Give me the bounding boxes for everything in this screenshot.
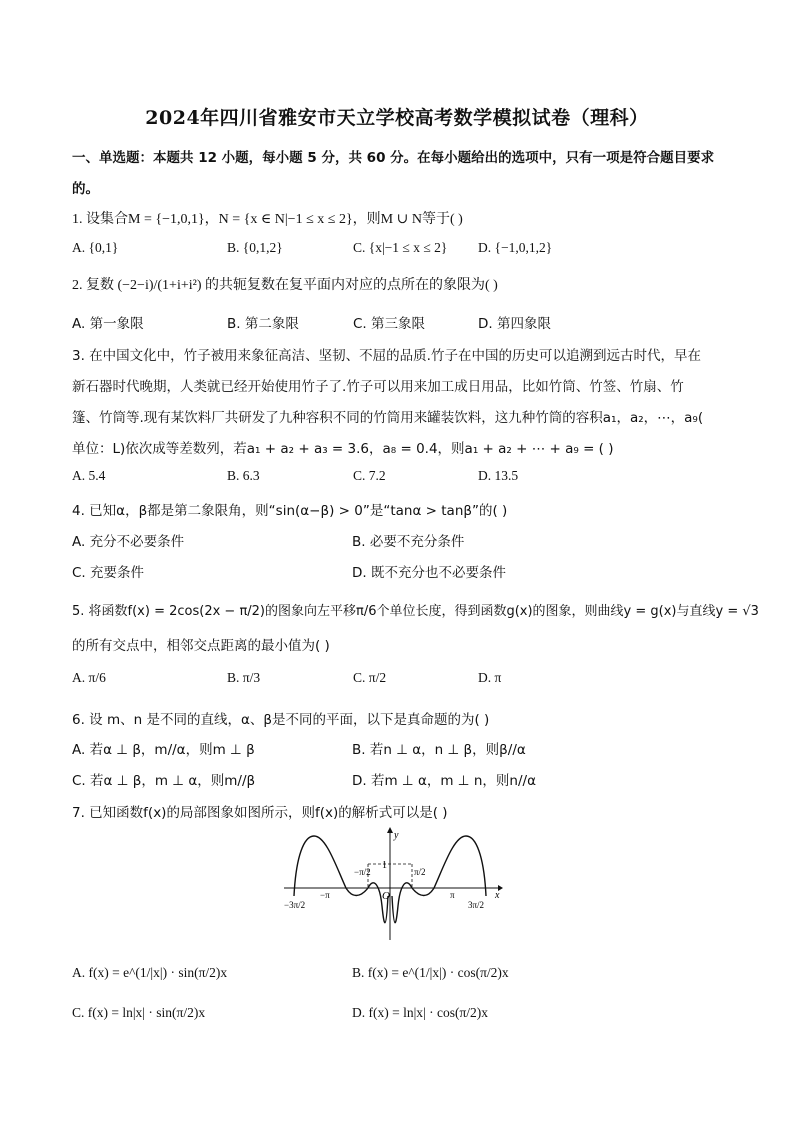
q5-option-d: D. π (478, 670, 502, 685)
question-1-stem: 1. 设集合M = {−1,0,1}，N = {x ∈ N|−1 ≤ x ≤ 2}，则M ∪ N等于( ) (72, 212, 463, 227)
q4-option-a: A. 充分不必要条件 (72, 534, 185, 550)
q1-option-d: D. {−1,0,1,2} (478, 240, 553, 255)
q5-option-c: C. π/2 (353, 670, 387, 685)
question-5-line1: 5. 将函数f(x) = 2cos(2x − π/2)的图象向左平移π/6个单位长度，得到函数g(x)的图象，则曲线y = g(x)与直线y = √3 (72, 604, 759, 619)
x-axis-label: x (495, 890, 500, 901)
q6-option-b: B. 若n ⊥ α，n ⊥ β，则β//α (352, 742, 526, 758)
q3-option-b: B. 6.3 (227, 468, 260, 483)
q6-option-c: C. 若α ⊥ β，m ⊥ α，则m//β (72, 773, 256, 789)
question-3-line4: 单位：L)依次成等差数列，若a₁ + a₂ + a₃ = 3.6，a₈ = 0.4，则a₁ + a₂ + ⋯ + a₉ = ( ) (72, 441, 614, 457)
q4-option-c: C. 充要条件 (72, 565, 145, 581)
tick-label-pi: π (450, 890, 455, 900)
question-2-stem: 2. 复数 (−2−i)/(1+i+i²) 的共轭复数在复平面内对应的点所在的象限为( ) (72, 278, 498, 293)
section-header-line2: 的。 (72, 181, 99, 197)
q1-option-b: B. {0,1,2} (227, 240, 283, 255)
q7-option-c: C. f(x) = ln|x| · sin(π/2)x (72, 1005, 206, 1020)
y-axis-arrow-icon (387, 827, 393, 833)
q7-option-d: D. f(x) = ln|x| · cos(π/2)x (352, 1005, 489, 1020)
tick-label-neg-pi-half: −π/2 (354, 867, 371, 877)
question-6-stem: 6. 设 m、n 是不同的直线，α、β是不同的平面，以下是真命题的为( ) (72, 712, 490, 728)
q2-option-b: B. 第二象限 (227, 316, 299, 332)
q3-option-d: D. 13.5 (478, 468, 519, 483)
q7-option-a: A. f(x) = e^(1/|x|) · sin(π/2)x (72, 965, 228, 980)
tick-label-pi-half: π/2 (414, 867, 426, 877)
q1-option-a: A. {0,1} (72, 240, 119, 255)
q3-option-c: C. 7.2 (353, 468, 386, 483)
question-3-line2: 新石器时代晚期，人类就已经开始使用竹子了.竹子可以用来加工成日用品，比如竹筒、竹签、竹扇、竹 (72, 379, 684, 395)
question-3-line1: 3. 在中国文化中，竹子被用来象征高洁、坚韧、不屈的品质.竹子在中国的历史可以追溯到远古时代，早在 (72, 348, 701, 364)
tick-label-neg-pi: −π (320, 890, 330, 900)
tick-label-one: 1 (382, 860, 387, 871)
section-header-line1: 一、单选题：本题共 12 小题，每小题 5 分，共 60 分。在每小题给出的选项中，只有一项是符合题目要求 (72, 150, 715, 166)
y-axis-label: y (394, 830, 399, 841)
q6-option-d: D. 若m ⊥ α，m ⊥ n，则n//α (352, 773, 536, 789)
function-graph (282, 826, 504, 944)
q4-option-d: D. 既不充分也不必要条件 (352, 565, 506, 581)
q7-option-b: B. f(x) = e^(1/|x|) · cos(π/2)x (352, 965, 509, 980)
tick-label-3pi-half: 3π/2 (468, 900, 485, 910)
q6-option-a: A. 若α ⊥ β，m//α，则m ⊥ β (72, 742, 255, 758)
q2-option-c: C. 第三象限 (353, 316, 426, 332)
q2-option-d: D. 第四象限 (478, 316, 551, 332)
q5-option-a: A. π/6 (72, 670, 106, 685)
q2-option-a: A. 第一象限 (72, 316, 144, 332)
question-3-line3: 篷、竹筒等.现有某饮料厂共研发了九种容积不同的竹筒用来罐装饮料，这九种竹筒的容积a₁，a₂，⋯，a₉( (72, 410, 704, 426)
q3-option-a: A. 5.4 (72, 468, 106, 483)
q1-option-c: C. {x|−1 ≤ x ≤ 2} (353, 240, 448, 255)
question-5-line2: 的所有交点中，相邻交点距离的最小值为( ) (72, 638, 330, 654)
question-7-stem: 7. 已知函数f(x)的局部图象如图所示，则f(x)的解析式可以是( ) (72, 805, 448, 821)
q4-option-b: B. 必要不充分条件 (352, 534, 465, 550)
origin-label: O (382, 890, 390, 902)
question-4-stem: 4. 已知α，β都是第二象限角，则“sin(α−β) > 0”是“tanα > tanβ”的( ) (72, 503, 508, 519)
q5-option-b: B. π/3 (227, 670, 261, 685)
page-title: 2024年四川省雅安市天立学校高考数学模拟试卷（理科） (145, 107, 649, 129)
tick-label-neg-3pi-half: −3π/2 (284, 900, 306, 910)
